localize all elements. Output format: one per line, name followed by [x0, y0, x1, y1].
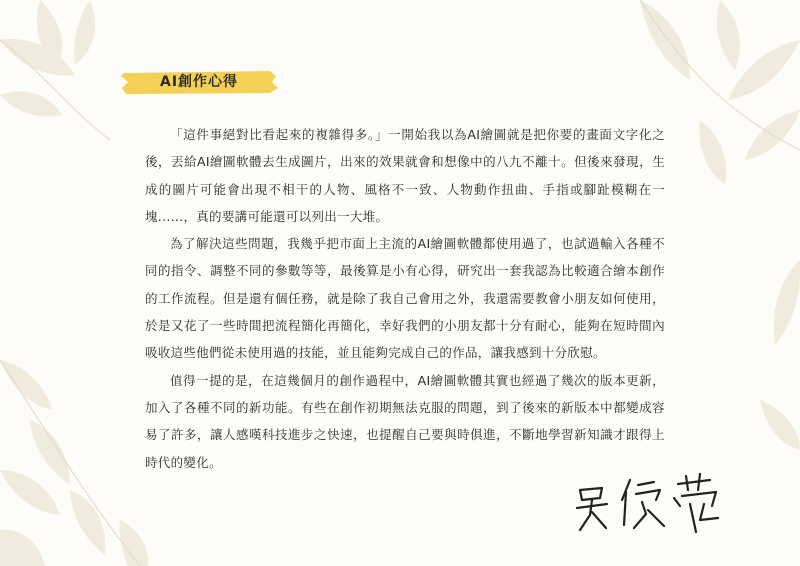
- paragraph-3: 值得一提的是，在這幾個月的創作過程中，AI繪圖軟體其實也經過了幾次的版本更新，加入了各種不同的新功能。有些在創作初期無法克服的問題，到了後來的新版本中都變成容易了許多，讓人感嘆科技進步之快速，也提醒自己要與時俱進，不斷地學習新知識才跟得上時代的變化。: [145, 372, 665, 470]
- handwritten-signature: [572, 470, 732, 540]
- paragraph-2: 為了解決這些問題，我幾乎把市面上主流的AI繪圖軟體都使用過了，也試過輸入各種不同的指令、調整不同的參數等等，最後算是小有心得，研究出一套我認為比較適合繪本創作的工作流程。但是還有個任務，就是除了我自己會用之外，我還需要教會小朋友如何使用，於是又花了一些時間把流程簡化再簡化，幸好我們的小朋友都十分有耐心，能夠在短時間內吸收這些他們從未使用過的技能，並且能夠完成自己的作品，讓我感到十分欣慰。: [145, 236, 665, 361]
- reflection-text: [145, 121, 665, 476]
- section-title: AI創作心得: [160, 74, 239, 90]
- paragraph-1: 「這件事絕對比看起來的複雜得多。」一開始我以為AI繪圖就是把你要的畫面文字化之後，丟給AI繪圖軟體去生成圖片，出來的效果就會和想像中的八九不離十。但後來發現，生成的圖片可能會出現不相干的人物、風格不一致、人物動作扭曲、手指或腳趾模糊在一塊......，真的要講可能還可以列出一大堆。: [145, 127, 665, 224]
- section-title-tag: [120, 68, 282, 96]
